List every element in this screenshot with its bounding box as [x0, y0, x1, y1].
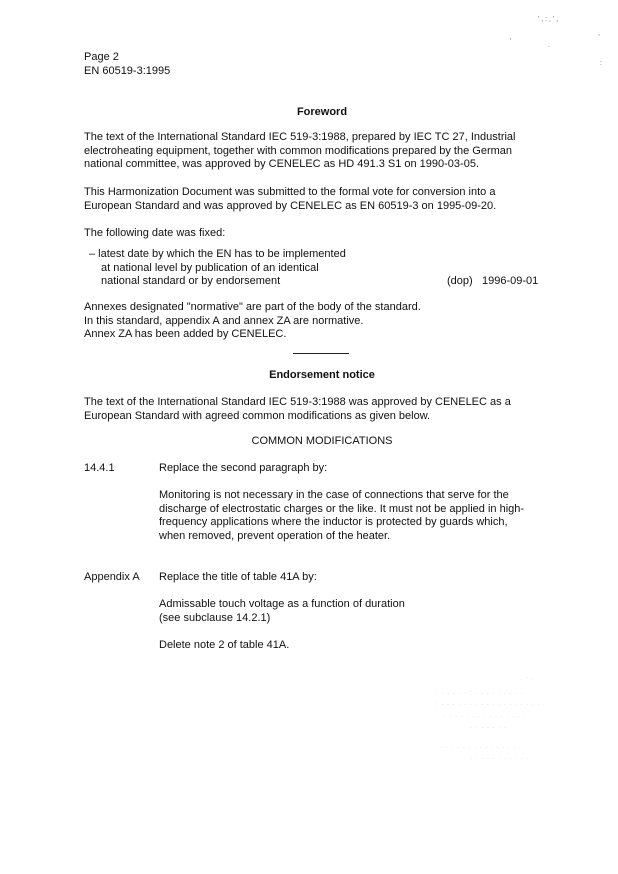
foreword-title: Foreword [296, 106, 348, 118]
clause-instruction: Replace the second paragraph by: [159, 462, 328, 474]
date-code: (dop) [447, 275, 473, 287]
date-item-line-2: at national level by publication of an identical [101, 262, 319, 274]
foreword-paragraph-3: The following date was fixed: [84, 227, 226, 239]
appendix-instruction: Replace the title of table 41A by: [159, 571, 317, 583]
date-item-line-3: national standard or by endorsement [101, 275, 281, 287]
page-number: Page 2 [84, 51, 119, 63]
clause-ref-appendix-a: Appendix A [84, 571, 140, 583]
scan-bleed-through: · · · · · · : · · · · · · · · · [436, 691, 524, 697]
text-line: electroheating equipment, together with common modifications prepared by the German [84, 144, 513, 157]
text-line: Annexes designated "normative" are part of the body of the standard. [84, 301, 421, 313]
appendix-note-instruction: Delete note 2 of table 41A. [159, 639, 290, 651]
clause-ref-14-4-1: 14.4.1 [84, 462, 115, 474]
document-id: EN 60519-3:1995 [84, 65, 171, 77]
foreword-paragraph-4 [84, 301, 421, 342]
text-line: Monitoring is not necessary in the case of connections that serve for the [159, 489, 509, 501]
scan-bleed-through: · · · · · · · · · · · · · · · [444, 714, 527, 720]
text-line: This Harmonization Document was submitted to the formal vote for conversion into a [84, 186, 496, 198]
endorsement-title: Endorsement notice [269, 369, 375, 381]
text-line: The text of the International Standard IEC 519-3:1988, prepared by IEC TC 27, Industrial [84, 131, 516, 143]
endorsement-paragraph [84, 396, 560, 423]
date-value: 1996-09-01 [482, 275, 539, 287]
scan-speck: ' , : , ' , [538, 16, 559, 23]
text-line: national committee, was approved by CENELEC as HD 491.3 S1 on 1990-03-05. [84, 158, 479, 170]
scan-bleed-through: · · · · · · · [470, 725, 507, 731]
text-line: European Standard and was approved by CENELEC as EN 60519-3 on 1995-09-20. [84, 199, 497, 212]
scan-speck: ' [510, 38, 512, 45]
text-line: The text of the International Standard IEC 519-3:1988 was approved by CENELEC as a [84, 396, 511, 408]
foreword-paragraph-2 [84, 186, 560, 213]
text-line: when removed, prevent operation of the heater. [159, 529, 391, 542]
date-item-line-1: – latest date by which the EN has to be implemented [89, 248, 346, 260]
scan-speck: , [598, 30, 600, 37]
scan-bleed-through: · ' · [520, 677, 534, 683]
text-line: Admissable touch voltage as a function of duration [159, 598, 405, 610]
section-divider [293, 353, 349, 354]
scan-speck: : [600, 60, 602, 67]
scan-bleed-through: · · · · · · · · · · · [470, 756, 530, 762]
text-line: frequency applications where the inductor is protected by guards which, [159, 516, 508, 528]
foreword-paragraph-1 [84, 131, 560, 172]
scan-bleed-through: : · · · · · · · · · · · · · · · · · · [436, 702, 541, 708]
text-line: discharge of electrostatic charges or the like. It must not be applied in high- [159, 502, 525, 515]
text-line: European Standard with agreed common modifications as given below. [84, 409, 431, 422]
scan-bleed-through: · · · · · · · · · · · · · · [440, 745, 517, 751]
common-modifications-title: COMMON MODIFICATIONS [251, 435, 393, 447]
clause-replacement-text [159, 489, 560, 543]
appendix-replacement-title [159, 598, 405, 625]
scan-speck: . [548, 42, 550, 49]
text-line: Annex ZA has been added by CENELEC. [84, 328, 287, 340]
text-line: In this standard, appendix A and annex ZA are normative. [84, 314, 364, 327]
text-line: (see subclause 14.2.1) [159, 611, 271, 624]
